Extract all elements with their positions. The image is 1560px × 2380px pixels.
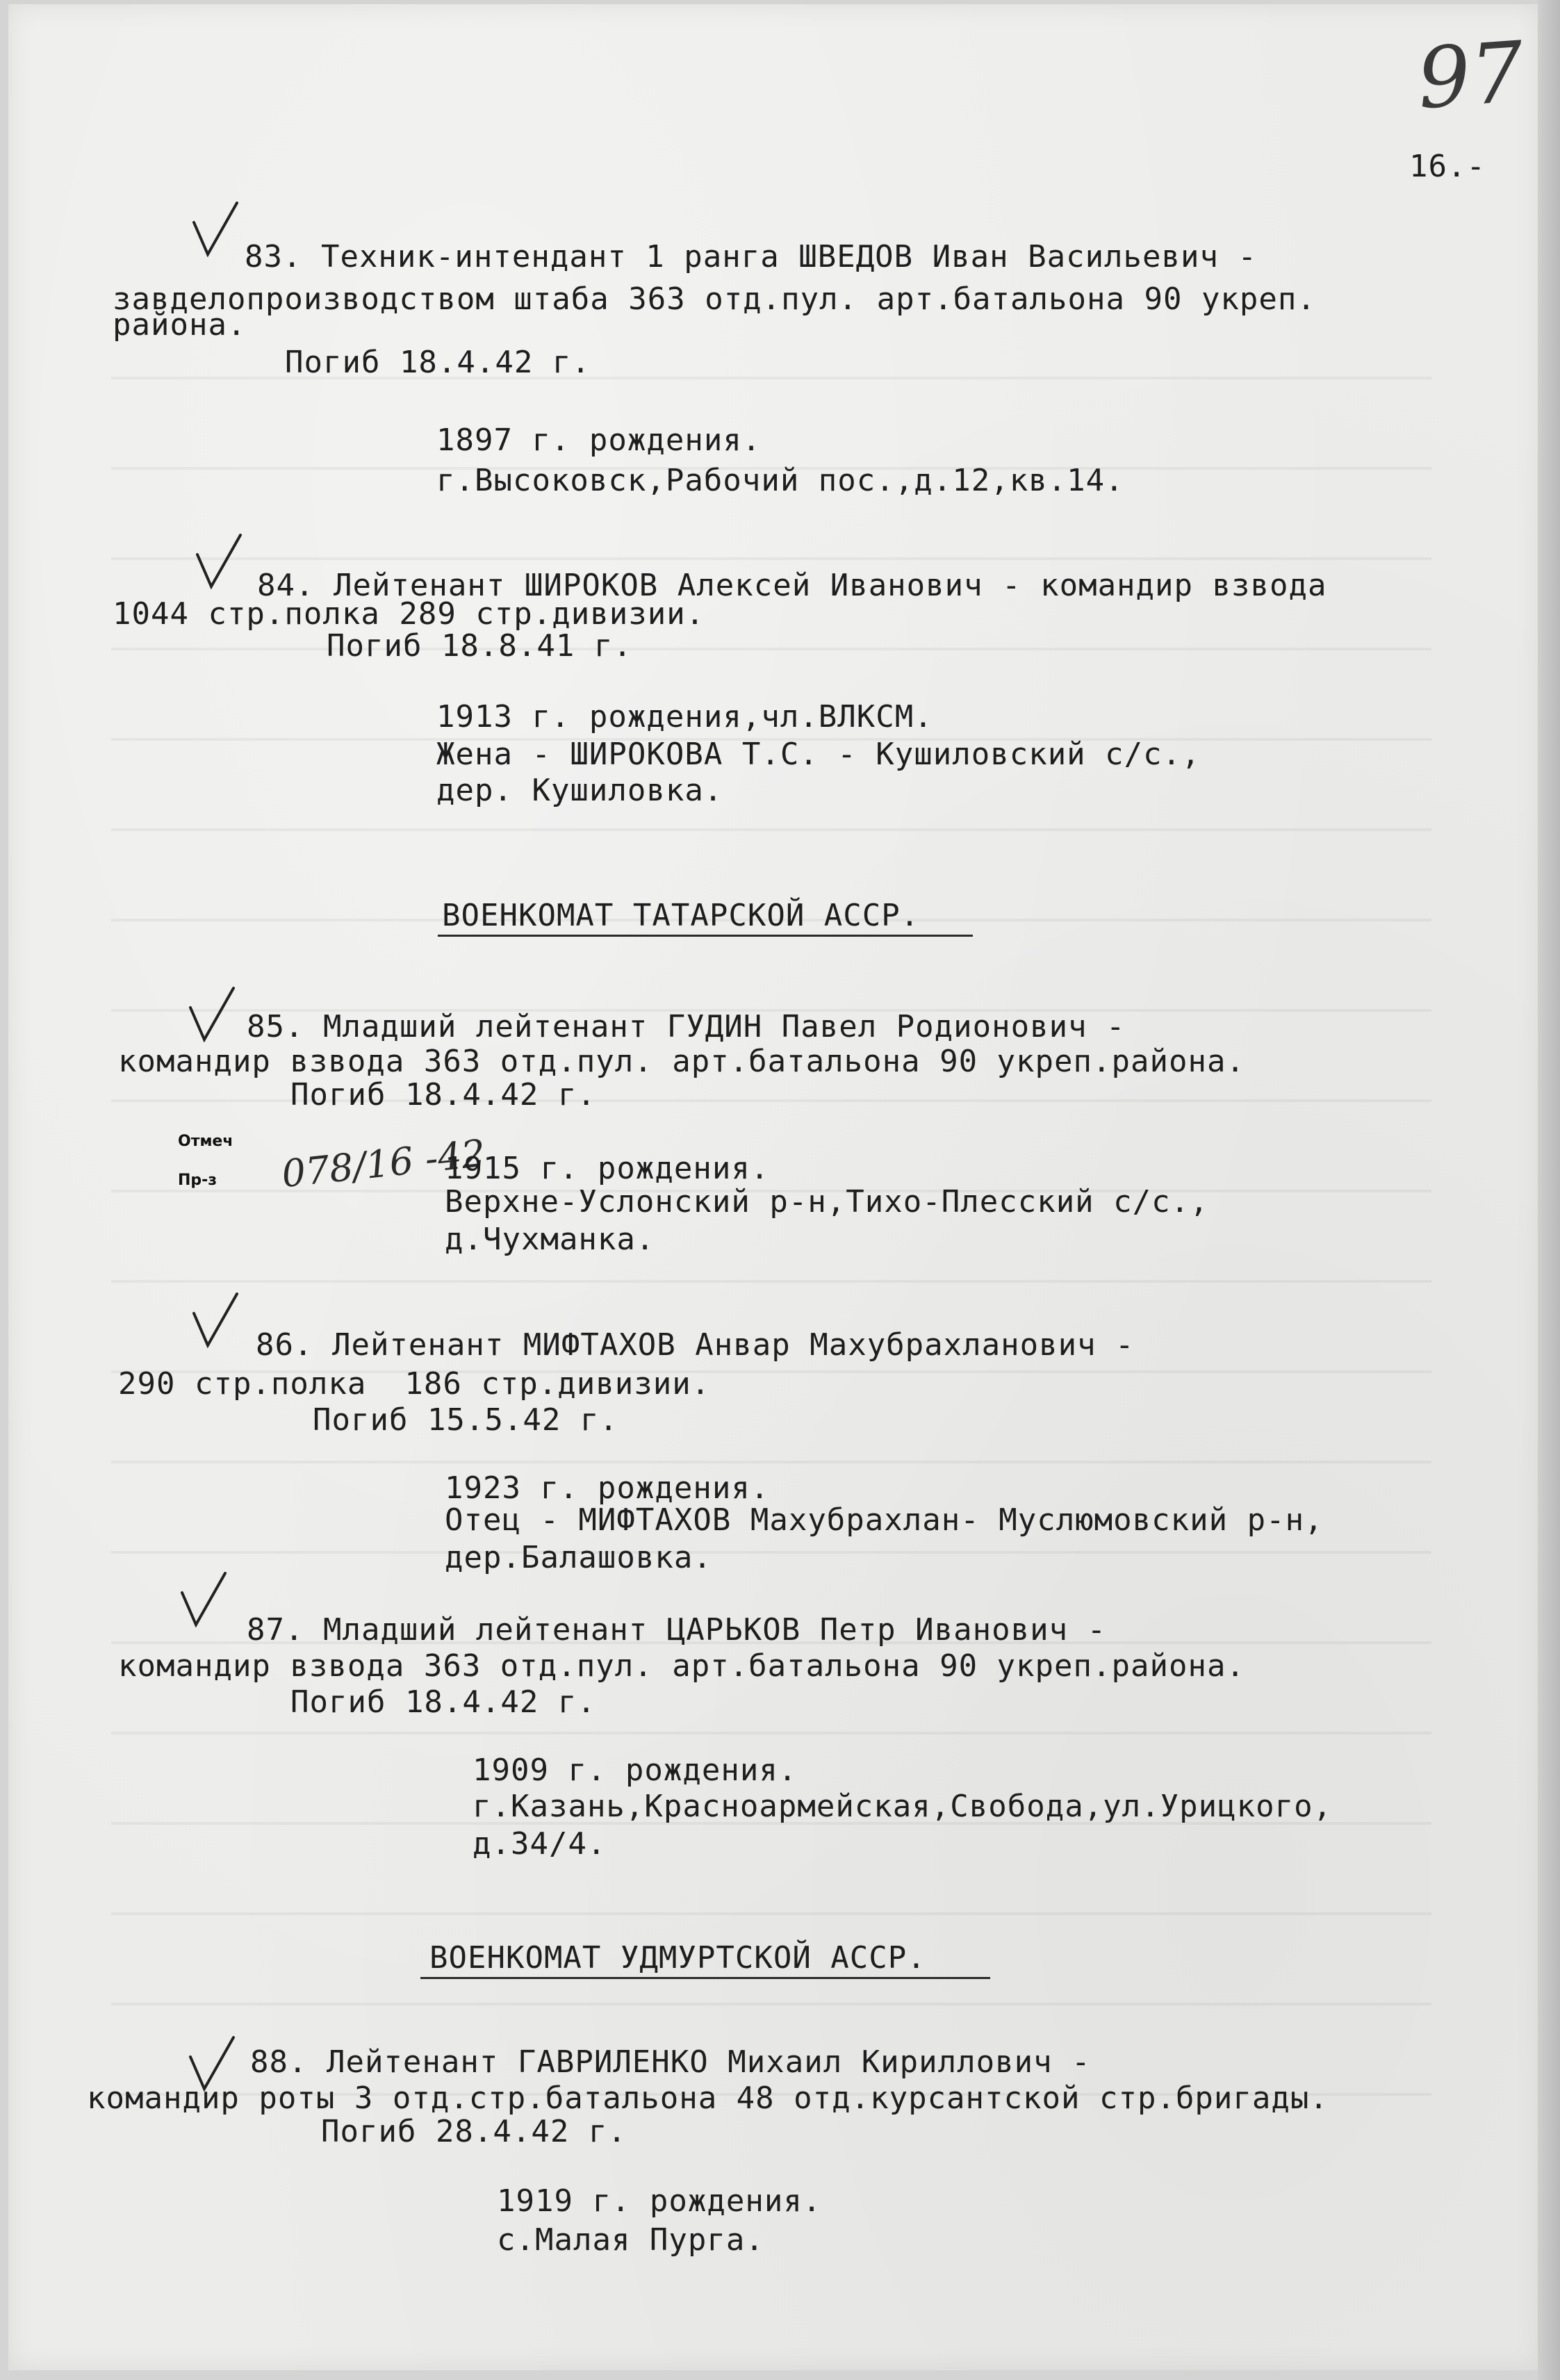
stamp-text: Отмеч — [178, 1133, 233, 1150]
entry-83-death: Погиб 18.4.42 г. — [285, 345, 591, 380]
entry-85-death: Погиб 18.4.42 г. — [290, 1077, 596, 1113]
entry-87-line-2: командир взвода 363 отд.пул. арт.батальона 90 укреп.района. — [118, 1648, 1245, 1684]
entry-88-village: с.Малая Пурга. — [497, 2222, 764, 2258]
entry-88-birth: 1919 г. рождения. — [497, 2183, 822, 2219]
entry-86-birth: 1923 г. рождения. — [445, 1470, 770, 1506]
entry-85-line-1: 85. Младший лейтенант ГУДИН Павел Родионович - — [247, 1009, 1126, 1044]
entry-84-relative: Жена - ШИРОКОВА Т.С. - Кушиловский с/с., — [436, 737, 1201, 772]
entry-88-death: Погиб 28.4.42 г. — [321, 2114, 627, 2149]
entry-86-relative: Отец - МИФТАХОВ Махубрахлан- Муслюмовский р-н, — [445, 1502, 1324, 1538]
entry-87-address: г.Казань,Красноармейская,Свобода,ул.Урицкого, — [473, 1789, 1333, 1824]
section-heading-udmurt: ВОЕНКОМАТ УДМУРТСКОЙ АССР. — [429, 1940, 926, 1976]
check-mark-icon — [191, 1292, 240, 1348]
section-heading-tatar: ВОЕНКОМАТ ТАТАРСКОЙ АССР. — [442, 898, 920, 933]
entry-88-line-2: командир роты 3 отд.стр.батальона 48 отд.курсантской стр.бригады. — [87, 2081, 1329, 2116]
heading-underline — [438, 935, 973, 937]
stamp-text: Пр-з — [178, 1172, 217, 1189]
entry-86-line-1: 86. Лейтенант МИФТАХОВ Анвар Махубрахланович - — [256, 1327, 1135, 1363]
entry-83-line-1: 83. Техник-интендант 1 ранга ШВЕДОВ Иван Васильевич - — [245, 239, 1257, 274]
handwritten-stamp-number: 078/16 -42 — [279, 1131, 488, 1197]
entry-88-line-1: 88. Лейтенант ГАВРИЛЕНКО Михаил Кириллович - — [250, 2044, 1091, 2080]
entry-87-house: д.34/4. — [473, 1826, 607, 1862]
page-edge-shadow — [1538, 0, 1560, 2380]
entry-87-death: Погиб 18.4.42 г. — [290, 1684, 596, 1720]
entry-83-line-3: района. — [113, 307, 247, 343]
entry-87-birth: 1909 г. рождения. — [473, 1753, 798, 1788]
check-mark-icon — [191, 202, 240, 257]
entry-84-birth: 1913 г. рождения,чл.ВЛКСМ. — [436, 699, 933, 734]
check-mark-icon — [179, 1572, 228, 1627]
entry-86-line-2: 290 стр.полка 186 стр.дивизии. — [118, 1366, 711, 1402]
check-mark-icon — [188, 987, 236, 1042]
heading-underline — [420, 1977, 990, 1979]
entry-85-village: д.Чухманка. — [445, 1222, 655, 1257]
archive-page-number: 97 — [1414, 24, 1527, 129]
entry-84-village: дер. Кушиловка. — [436, 773, 723, 808]
entry-87-line-1: 87. Младший лейтенант ЦАРЬКОВ Петр Иванович - — [247, 1612, 1107, 1648]
entry-84-death: Погиб 18.8.41 г. — [327, 628, 632, 664]
entry-84-line-2: 1044 стр.полка 289 стр.дивизии. — [113, 596, 705, 632]
entry-85-birth: 1915 г. рождения. — [445, 1151, 770, 1186]
entry-85-district: Верхне-Услонский р-н,Тихо-Плесский с/с., — [445, 1184, 1209, 1220]
page-number: 16.- — [1409, 149, 1486, 184]
entry-83-address: г.Высоковск,Рабочий пос.,д.12,кв.14. — [436, 463, 1124, 498]
entry-86-village: дер.Балашовка. — [445, 1540, 712, 1575]
entry-86-death: Погиб 15.5.42 г. — [313, 1402, 618, 1438]
entry-83-line-2: завделопроизводством штаба 363 отд.пул. арт.батальона 90 укреп. — [113, 281, 1316, 317]
entry-83-birth: 1897 г. рождения. — [436, 422, 762, 458]
entry-85-line-2: командир взвода 363 отд.пул. арт.батальона 90 укреп.района. — [118, 1044, 1245, 1079]
check-mark-icon — [195, 534, 243, 589]
entry-84-line-1: 84. Лейтенант ШИРОКОВ Алексей Иванович - командир взвода — [257, 568, 1327, 603]
